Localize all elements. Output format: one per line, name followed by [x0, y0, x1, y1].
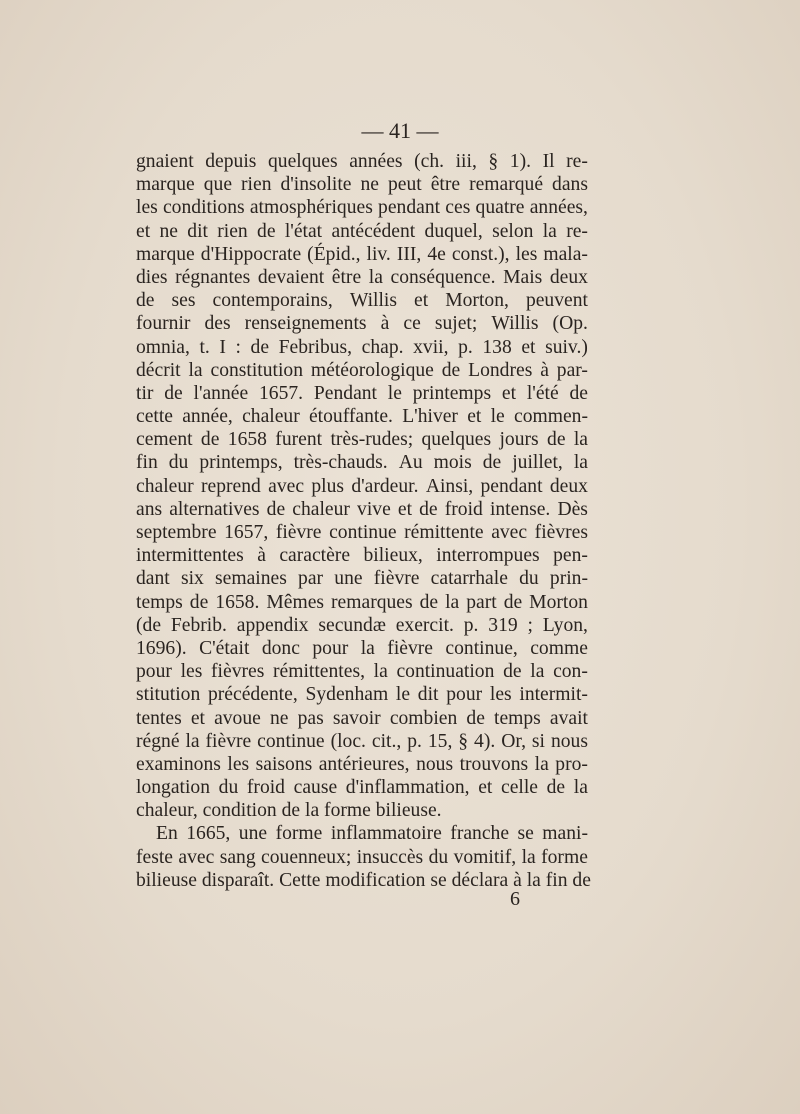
signature-mark: 6: [510, 888, 520, 910]
text-line: feste avec sang couenneux; insuccès du vomitif, la forme: [136, 846, 588, 868]
text-line: longation du froid cause d'inflammation, et celle de la: [136, 777, 588, 799]
text-line: omnia, t. I : de Febribus, chap. xvii, p. 138 et suiv.): [136, 336, 588, 358]
text-line: intermittentes à caractère bilieux, interrompues pen-: [136, 545, 588, 567]
text-line: fin du printemps, très-chauds. Au mois de juillet, la: [136, 452, 588, 474]
page-number-header: — 41 —: [361, 118, 439, 143]
body-text: [136, 150, 591, 892]
text-line: régné la fièvre continue (loc. cit., p. 15, § 4). Or, si nous: [136, 730, 588, 752]
text-line: pour les fièvres rémittentes, la continuation de la con-: [136, 661, 588, 683]
text-line: dant six semaines par une fièvre catarrhale du prin-: [136, 568, 588, 590]
text-line: dies régnantes devaient être la conséquence. Mais deux: [136, 266, 588, 288]
text-line: bilieuse disparaît. Cette modification se déclara à la fin de: [136, 869, 591, 891]
text-line: de ses contemporains, Willis et Morton, peuvent: [136, 290, 588, 312]
text-line: tentes et avoue ne pas savoir combien de temps avait: [136, 707, 588, 729]
text-line: et ne dit rien de l'état antécédent duquel, selon la re-: [136, 220, 588, 242]
text-line: fournir des renseignements à ce sujet; Willis (Op.: [136, 313, 588, 335]
text-line: gnaient depuis quelques années (ch. iii, § 1). Il re-: [136, 151, 588, 172]
text-line: chaleur reprend avec plus d'ardeur. Ainsi, pendant deux: [136, 475, 588, 497]
text-line: (de Febrib. appendix secundæ exercit. p. 319 ; Lyon,: [136, 614, 588, 636]
text-line: 1696). C'était donc pour la fièvre continue, comme: [136, 637, 588, 659]
text-line: cette année, chaleur étouffante. L'hiver et le commen-: [136, 406, 588, 428]
text-line: marque d'Hippocrate (Épid., liv. III, 4e const.), les mala-: [136, 243, 588, 265]
text-line: décrit la constitution météorologique de Londres à par-: [136, 359, 588, 381]
text-line: tir de l'année 1657. Pendant le printemps et l'été de: [136, 382, 588, 404]
text-line: En 1665, une forme inflammatoire franche se mani-: [156, 823, 588, 845]
text-line: chaleur, condition de la forme bilieuse.: [136, 800, 442, 822]
text-line: les conditions atmosphériques pendant ces quatre années,: [136, 197, 588, 219]
text-line: examinons les saisons antérieures, nous trouvons la pro-: [136, 753, 588, 775]
text-line: ans alternatives de chaleur vive et de froid intense. Dès: [136, 498, 588, 520]
text-line: septembre 1657, fièvre continue rémittente avec fièvres: [136, 522, 588, 543]
text-line: marque que rien d'insolite ne peut être remarqué dans: [136, 174, 588, 196]
text-line: stitution précédente, Sydenham le dit pour les intermit-: [136, 684, 588, 706]
text-line: cement de 1658 furent très-rudes; quelques jours de la: [136, 429, 588, 451]
text-line: temps de 1658. Mêmes remarques de la part de Morton: [136, 591, 588, 613]
